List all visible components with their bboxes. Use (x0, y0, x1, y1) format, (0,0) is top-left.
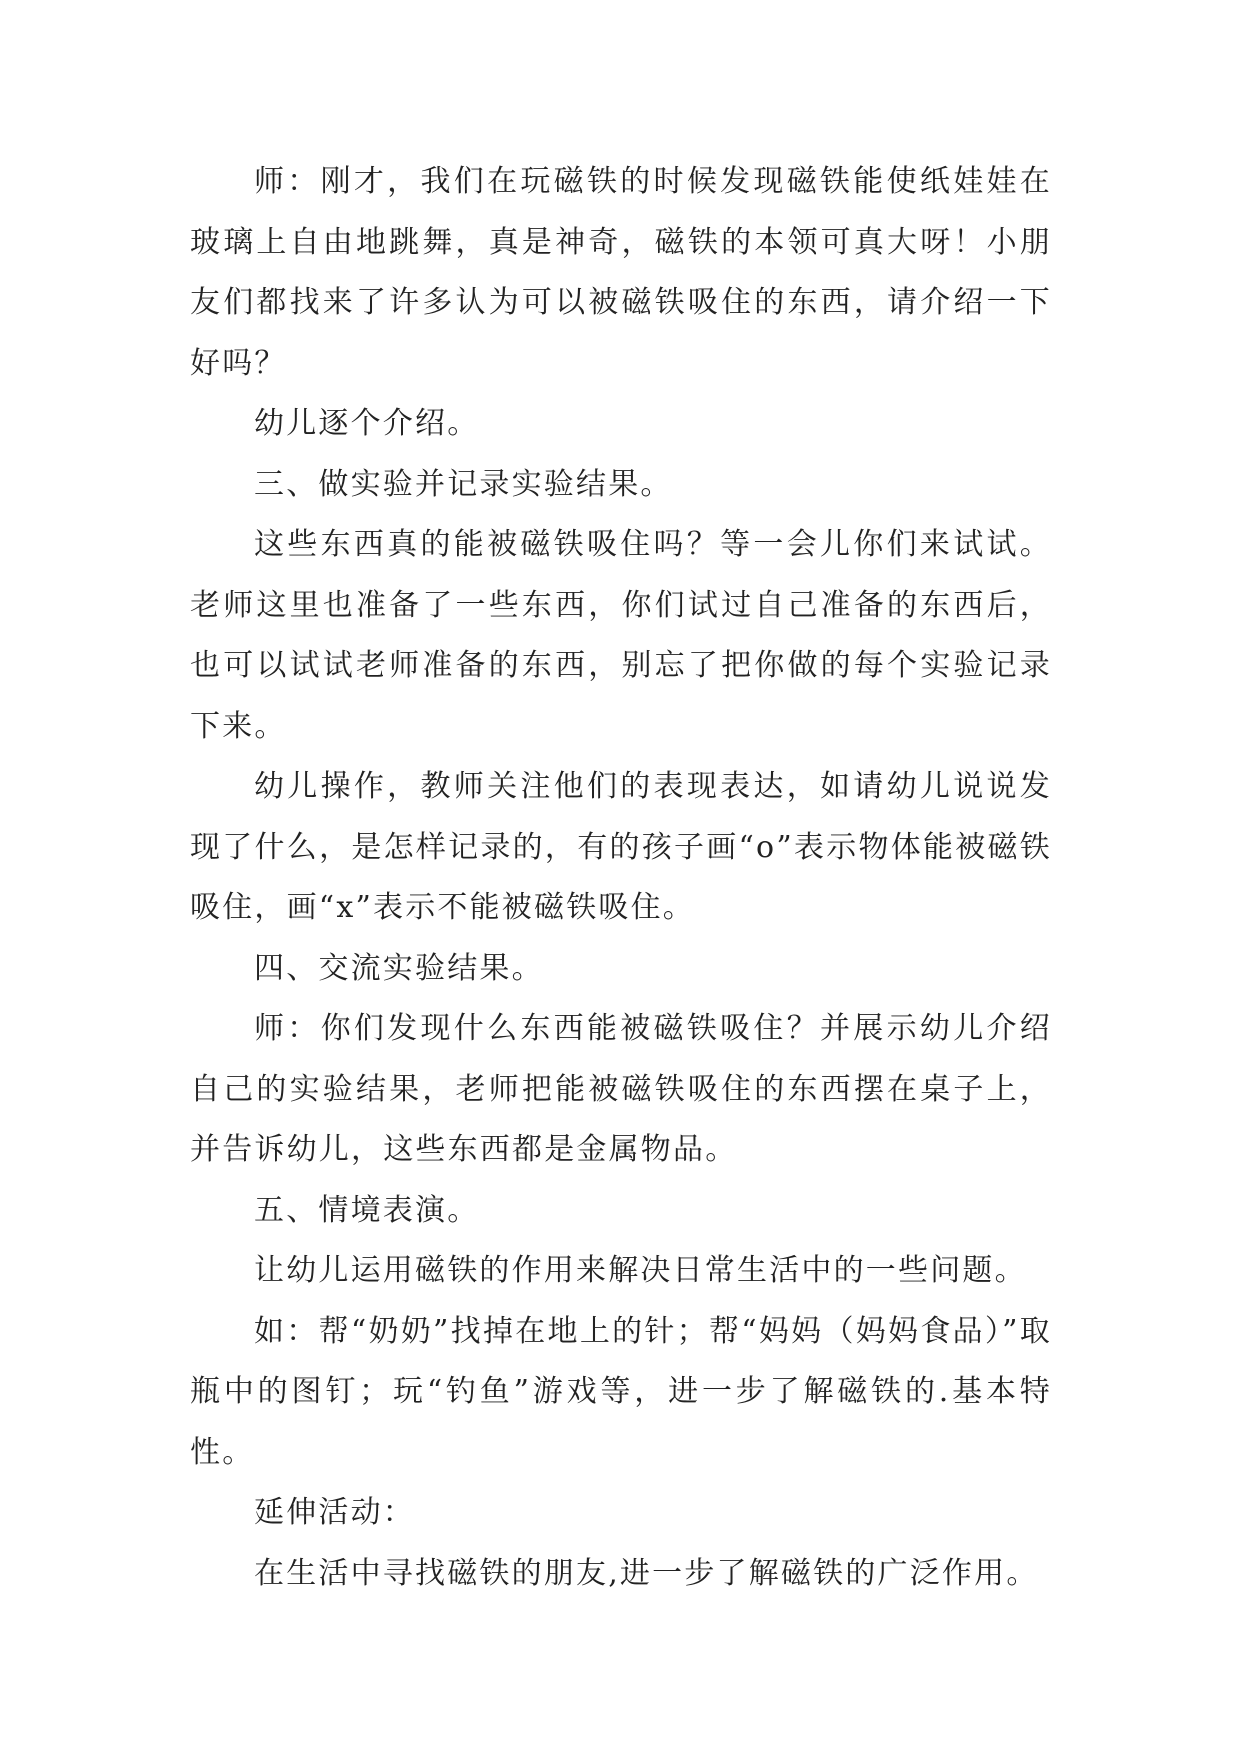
paragraph-extension-activity: 在生活中寻找磁铁的朋友,进一步了解磁铁的广泛作用。 (254, 1555, 1039, 1591)
paragraph-teacher-results: 师：你们发现什么东西能被磁铁吸住？并展示幼儿介绍自己的实验结果，老师把能被磁铁吸住的东西摆在桌子上，并告诉幼儿，这些东西都是金属物品。 (190, 1011, 1052, 1167)
section-heading-roleplay: 五、情境表演。 (254, 1192, 480, 1228)
paragraph-roleplay-examples: 如：帮“奶奶”找掉在地上的针；帮“妈妈（妈妈食品）”取瓶中的图钉；玩“钓鱼”游戏等，进一步了解磁铁的.基本特性。 (190, 1313, 1052, 1470)
document-body (190, 152, 1052, 1604)
paragraph-children-introduce: 幼儿逐个介绍。 (254, 406, 480, 441)
section-heading-experiment: 三、做实验并记录实验结果。 (254, 466, 673, 502)
paragraph-teacher-intro: 师：刚才，我们在玩磁铁的时候发现磁铁能使纸娃娃在玻璃上自由地跳舞，真是神奇，磁铁的本领可真大呀！小朋友们都找来了许多认为可以被磁铁吸住的东西，请介绍一下好吗？ (190, 164, 1052, 381)
section-heading-extension: 延伸活动： (254, 1495, 415, 1530)
section-heading-exchange: 四、交流实验结果。 (254, 950, 544, 986)
paragraph-roleplay-purpose: 让幼儿运用磁铁的作用来解决日常生活中的一些问题。 (254, 1253, 1027, 1288)
paragraph-experiment-instructions: 这些东西真的能被磁铁吸住吗？等一会儿你们来试试。老师这里也准备了一些东西，你们试过自己准备的东西后，也可以试试老师准备的东西，别忘了把你做的每个实验记录下来。 (190, 527, 1052, 744)
paragraph-children-operate: 幼儿操作，教师关注他们的表现表达，如请幼儿说说发现了什么，是怎样记录的，有的孩子画“o”表示物体能被磁铁吸住，画“x”表示不能被磁铁吸住。 (190, 769, 1052, 925)
